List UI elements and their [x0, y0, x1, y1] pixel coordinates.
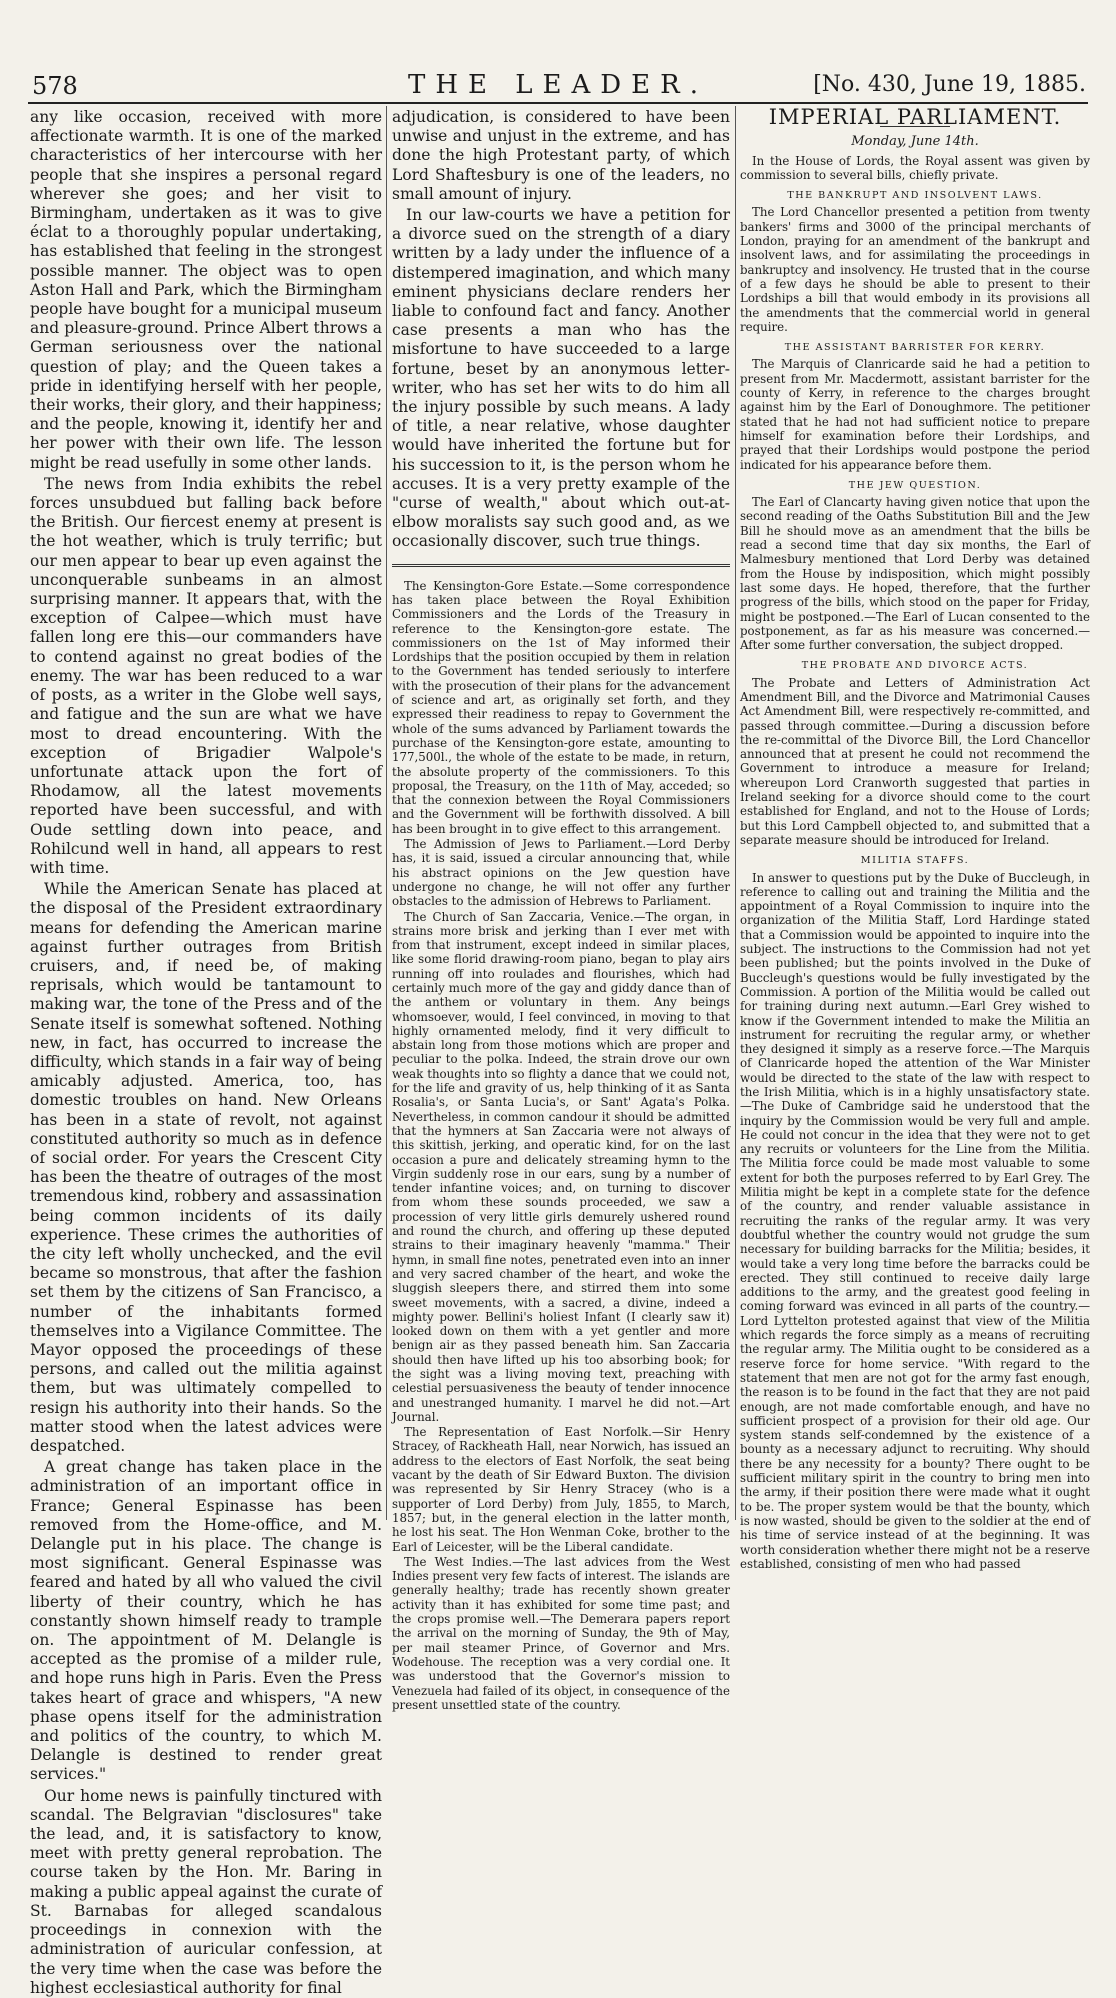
news-item: The West Indies.—The last advices from the West Indies present very few facts of interest. The islands are generally healthy; trade has recently shown greater activity than it has exhibited for some time past; and the crops promise well.—The Demerara papers report the arrival on the morning of Sunday, the 9th of May, per mail steamer Prince, of Governor and Mrs. Wodehouse. The reception was a very cordial one. It was understood that the Governor's mission to Venezuela had failed of its object, in consequence of the present unsettled state of the country. [392, 1554, 730, 1712]
section-title: IMPERIAL PARLIAMENT. [768, 105, 1062, 129]
column-divider [735, 106, 736, 1520]
report-heading: THE ASSISTANT BARRISTER FOR KERRY. [784, 342, 1046, 354]
article-paragraph: The news from India exhibits the rebel forces unsubdued but falling back before the British. Our fiercest enemy at present is the hot weather, which is truly terrific; but our men appear to bear up even against the unconquerable sunbeams in an almost surprising manner. It appears that, with the exception of Calpee—which must have fallen long ere this—our commanders have to contend against no great bodies of the enemy. The war has been reduced to a war of posts, as a writer in the Globe well says, and fatigue and the sun are what we have most to dread encountering. With the exception of Brigadier Walpole's unfortunate attack upon the fort of Rhodamow, all the latest movements reported have been successful, and with Oude settling down into peace, and Rohilcund well in hand, all appears to rest with time. [30, 474, 382, 877]
section-divider [392, 564, 730, 567]
report-text: The Probate and Letters of Administration Act Amendment Bill, and the Divorce and Matrimonial Causes Act Amendment Bill, were respectively re-committed, and passed through committee.—During a discussion before the re-committal of the Divorce Bill, the Lord Chancellor announced that at present he could not recommend the Government to introduce a measure for Ireland; whereupon Lord Cranworth suggested that parties in Ireland seeking for a divorce should come to the court established for England, and not to the House of Lords; but this Lord Campbell objected to, and submitted that a separate measure should be introduced for Ireland. [740, 675, 1090, 847]
report-text: In answer to questions put by the Duke of Buccleugh, in reference to calling out and training the Militia and the appointment of a Royal Commission to inquire into the organization of the Militia Staff, Lord Hardinge stated that a Commission would be appointed to inquire into the subject. The instructions to the Commission had not yet been published; but the points involved in the Duke of Buccleugh's questions would be fully investigated by the Commission. A portion of the Militia would be called out for training during next autumn.—Earl Grey wished to know if the Government intended to make the Militia an instrument for recruiting the regular army, or whether they designed it simply as a reserve force.—The Marquis of Clanricarde hoped the attention of the War Minister would be directed to the state of the law with respect to the Irish Militia, which is in a highly unsatisfactory state.—The Duke of Cambridge said he understood that the inquiry by the Commission would be very full and ample. He could not concur in the idea that they were not to get any recruits or volunteers for the Line from the Militia. The Militia force could be made most valuable to some extent for both the purposes referred to by Earl Grey. The Militia might be kept in a complete state for the defence of the country, and render valuable assistance in recruiting the ranks of the regular army. It was very doubtful whether the country would not grudge the sum necessary for building barracks for the Militia; besides, it would take a very long time before the barracks could be erected. They still continued to receive daily large additions to the army, and the greatest good feeling in coming forward was evinced in all parts of the country.—Lord Lyttelton protested against that view of the Militia which regards the force simply as a means of recruiting the regular army. The Militia ought to be considered as a reserve force for home service. "With regard to the statement that men are not got for the army fast enough, the reason is to be found in the fact that they are not paid enough, are not made comfortable enough, and have no sufficient prospect of a provision for their old age. Our system stands self-condemned by the existence of a bounty as a necessary adjunct to recruiting. Why should there be any necessity for a bounty? There ought to be sufficient military spirit in the country to bring men into the army, if their position there were made what it ought to be. The proper system would be that the bounty, which is now wasted, should be given to the soldier at the end of his time of service instead of at the beginning. It was worth consideration whether there might not be a reserve established, consisting of men who had passed [740, 870, 1090, 1571]
masthead [28, 68, 1088, 104]
report-heading: MILITIA STAFFS. [860, 855, 970, 867]
article-paragraph: adjudication, is considered to have been unwise and unjust in the extreme, and has done the high Protestant party, of which Lord Shaftesbury is one of the leaders, no small amount of injury. [392, 108, 730, 203]
column-divider [386, 106, 387, 1520]
report-text: The Lord Chancellor presented a petition from twenty bankers' firms and 3000 of the principal merchants of London, praying for an amendment of the bankrupt and insolvent laws, and for assimilating the proceedings in bankruptcy and insolvency. He trusted that in the course of a few days he should be able to present to their Lordships a bill that would embody in its provisions all the amendments that the commercial world in general require. [740, 205, 1090, 334]
news-item: The Church of San Zaccaria, Venice.—The organ, in strains more brisk and jerking than I ever met with from that instrument, except indeed in similar places, like some florid drawing-room piano, began to play airs running off into roulades and flourishes, which had certainly much more of the gay and giddy dance than of the anthem or voluntary in them. Any beings whomsoever, would, I feel convinced, in moving to that highly ornamented melody, find it very difficult to abstain long from those motions which are proper and peculiar to the polka. Indeed, the strain drove our own weak thoughts into so flighty a dance that we could not, for the life and gravity of us, help thinking of it as Santa Rosalia's, or Santa Lucia's, or Sant' Agata's Polka. Nevertheless, in common candour it should be admitted that the hymners at San Zaccaria were not always of this skittish, jerking, and operatic kind, for on the last occasion a pure and delicately streaming hymn to the Virgin suddenly rose in our ears, sung by a number of tender infantine voices; and, on turning to discover from whom these sounds proceeded, we saw a procession of very little girls demurely ushered round and round the church, and offering up these deputed strains to their imaginary heavenly "mamma." Their hymn, in small fine notes, penetrated even into an inner and very sacred chamber of the heart, and woke the sluggish sleepers there, and stirred them into some sweet movements, with a sacred, a divine, indeed a mighty power. Bellini's holiest Infant (I clearly saw it) looked down on them with a yet gentler and more benign air as they passed beneath him. San Zaccaria should then have lifted up his too absorbing book; for the sight was a living moving text, preaching with celestial persuasiveness the beauty of tender innocence and unestranged humanity. I marvel he did not.—Art Journal. [392, 909, 730, 1424]
report-text: In the House of Lords, the Royal assent was given by commission to several bills, chiefly private. [740, 153, 1090, 182]
report-heading: THE BANKRUPT AND INSOLVENT LAWS. [787, 190, 1043, 202]
news-item: The Admission of Jews to Parliament.—Lord Derby has, it is said, issued a circular announcing that, while his abstract opinions on the Jew question have undergone no change, he will not offer any further obstacles to the admission of Hebrews to Parliament. [392, 837, 730, 909]
report-text: The Earl of Clancarty having given notice that upon the second reading of the Oaths Substitution Bill and the Jew Bill he should move as an amendment that the bills be read a second time that day six months, the Earl of Malmesbury mentioned that Lord Derby was detained from the House by indisposition, which might possibly last some days. He hoped, therefore, that the further progress of the bills, which stood on the paper for Friday, might be postponed.—The Earl of Lucan consented to the postponement, as far as his measure was concerned.—After some further conversation, the subject dropped. [740, 495, 1090, 653]
article-paragraph: In our law-courts we have a petition for a divorce sued on the strength of a diary written by a lady under the influence of a distempered imagination, and which many eminent physicians declare renders her liable to confound fact and fancy. Another case presents a man who has the misfortune to have succeeded to a large fortune, beset by an anonymous letter-writer, who has set her wits to do him all the injury possible by such means. A lady of title, a near relative, whose daughter would have inherited the fortune but for his succession to it, is the person whom he accuses. It is a very pretty example of the "curse of wealth," about which out-at-elbow moralists say such good and, as we occasionally discover, such true things. [392, 206, 730, 551]
lead-article [392, 108, 730, 552]
news-item: The Representation of East Norfolk.—Sir Henry Stracey, of Rackheath Hall, near Norwich, has issued an address to the electors of East Norfolk, the seat being vacant by the death of Sir Edward Buxton. The division was represented by Sir Henry Stracey (who is a supporter of Lord Derby) from July, 1855, to March, 1857; but, in the general election in the latter month, he lost his seat. The Hon Wenman Coke, brother to the Earl of Leicester, will be the Liberal candidate. [392, 1425, 730, 1554]
report-heading: THE JEW QUESTION. [848, 479, 982, 491]
column-1 [30, 108, 382, 1997]
news-notes [392, 579, 730, 1712]
article-paragraph: A great change has taken place in the administration of an important office in France; General Espinasse has been removed from the Home-office, and M. Delangle put in his place. The change is most significant. General Espinasse was feared and hated by all who valued the civil liberty of their country, which he has constantly shown himself ready to trample on. The appointment of M. Delangle is accepted as the promise of a milder rule, and hope runs high in Paris. Even the Press takes heart of grace and whispers, "A new phase opens itself for the administration and politics of the country, to which M. Delangle is destined to render great services." [30, 1458, 382, 1784]
news-item: The Kensington-Gore Estate.—Some correspondence has taken place between the Royal Exhibition Commissioners and the Lords of the Treasury in reference to the Kensington-gore estate. The commissioners on the 1st of May informed their Lordships that the position occupied by them in relation to the Government has tended seriously to interfere with the prosecution of their plans for the advancement of science and art, as originally set forth, and they expressed their readiness to repay to Government the whole of the sums advanced by Parliament towards the purchase of the Kensington-gore estate, amounting to 177,500l., the whole of the estate to be made, in return, the absolute property of the commissioners. To this proposal, the Treasury, on the 11th of May, acceded; so that the connexion between the Royal Commissioners and the Government will be forthwith dissolved. A bill has been brought in to give effect to this arrangement. [392, 578, 730, 836]
article-paragraph: any like occasion, received with more affectionate warmth. It is one of the marked characteristics of her intercourse with her people that she inspires a personal regard wherever she goes; and her visit to Birmingham, undertaken as it was to give éclat to a thoroughly popular undertaking, has established that feeling in the strongest possible manner. The object was to open Aston Hall and Park, which the Birmingham people have bought for a municipal museum and pleasure-ground. Prince Albert throws a German seriousness over the national question of play; and the Queen takes a pride in identifying herself with her people, their works, their glory, and their happiness; and the people, knowing it, identify her and her power with their own life. The lesson might be read usefully in some other lands. [30, 108, 382, 472]
page-number: 578 [32, 72, 78, 100]
report-text: The Marquis of Clanricarde said he had a petition to present from Mr. Macdermott, assistant barrister for the county of Kerry, in reference to the charges brought against him by the Earl of Donoughmore. The petitioner stated that he had not had sufficient notice to prepare himself for examination before their Lordships, and prayed that their Lordships would postpone the period indicated for his appearance before them. [740, 357, 1090, 472]
newspaper-title: THE LEADER. [408, 70, 708, 100]
article-paragraph: While the American Senate has placed at the disposal of the President extraordinary means for defending the American marine against further outrages from British cruisers, and, if need be, of making reprisals, which would be tantamount to making war, the tone of the Press and of the Senate itself is somewhat softened. Nothing new, in fact, has occurred to increase the difficulty, which stands in a fair way of being amicably adjusted. America, too, has domestic troubles on hand. New Orleans has been in a state of revolt, not against constituted authority so much as in defence of social order. For years the Crescent City has been the theatre of outrages of the most tremendous kind, robbery and assassination being common incidents of its daily experience. These crimes the authorities of the city left wholly unchecked, and the evil became so monstrous, that after the fashion set them by the citizens of San Francisco, a number of the inhabitants formed themselves into a Vigilance Committee. The Mayor opposed the proceedings of these persons, and called out the militia against them, but was ultimately compelled to resign his authority into their hands. So the matter stood when the latest advices were despatched. [30, 880, 382, 1456]
session-date: Monday, June 14th. [851, 134, 979, 150]
column-3 [740, 105, 1090, 1571]
article-paragraph: Our home news is painfully tinctured with scandal. The Belgravian "disclosures" take the lead, and, it is satisfactory to know, meet with pretty general reprobation. The course taken by the Hon. Mr. Baring in making a public appeal against the curate of St. Barnabas for alleged scandalous proceedings in connexion with the administration of auricular confession, at the very time when the case was before the highest ecclesiastical authority for final [30, 1786, 382, 1997]
column-2 [392, 108, 730, 1712]
report-heading: THE PROBATE AND DIVORCE ACTS. [801, 660, 1029, 672]
issue-date: [No. 430, June 19, 1885. [813, 72, 1086, 97]
